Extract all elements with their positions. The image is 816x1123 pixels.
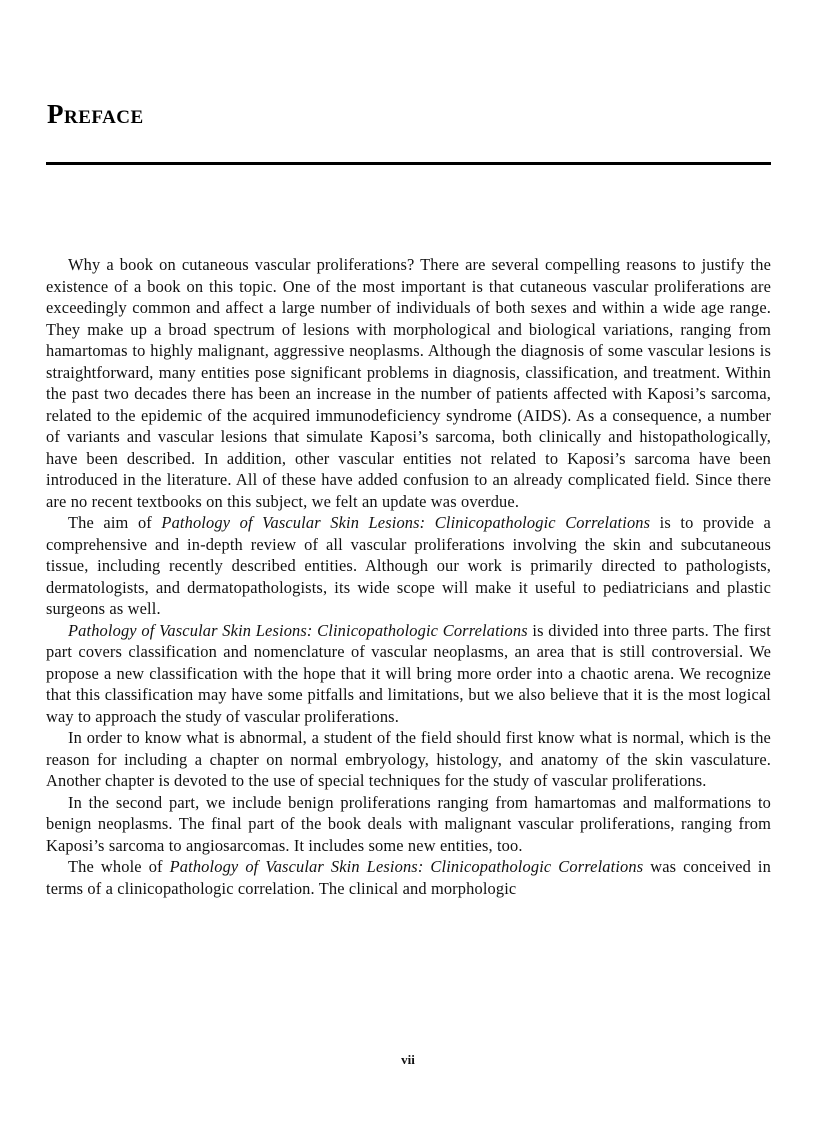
paragraph-aim	[46, 512, 771, 620]
paragraph-text: The aim of	[68, 513, 162, 532]
paragraph-second-part	[46, 792, 771, 857]
book-title-italic: Pathology of Vascular Skin Lesions: Clinicopathologic Correlations	[169, 857, 644, 876]
paragraph-structure	[46, 620, 771, 728]
paragraph-text: is divided into three parts. The first part covers classification and nomenclature of vascular neoplasms, an area that is still controversial. We propose a new classification with the hope that it will bring more order into a chaotic arena. We recognize that this classification may have some pitfalls and limitations, but we also believe that it is the most logical way to approach the study of vascular proliferations.	[46, 620, 771, 726]
paragraph-why-this-book	[46, 254, 771, 512]
preface-body	[46, 254, 771, 899]
paragraph-text: In the second part, we include benign proliferations ranging from hamartomas and malformations to benign neoplasms. The final part of the book deals with malignant vascular proliferations, ranging from Kaposi’s sarcoma to angiosarcomas. It includes some new entities, too.	[46, 792, 771, 855]
paragraph-text: In order to know what is abnormal, a student of the field should first know what is normal, which is the reason for including a chapter on normal embryology, histology, and anatomy of the skin vasculature. Another chapter is devoted to the use of special techniques for the study of vascular proliferations.	[46, 728, 771, 790]
paragraph-normal-anatomy	[46, 727, 771, 792]
page-number: vii	[401, 1052, 415, 1067]
title-divider	[46, 162, 771, 165]
paragraph-text: Why a book on cutaneous vascular proliferations? There are several compelling reasons to justify the existence of a book on this topic. One of the most important is that cutaneous vascular proliferations are exceedingly common and affect a large number of individuals of both sexes and within a wide age range. They make up a broad spectrum of lesions with morphological and biological variations, ranging from hamartomas to highly malignant, aggressive neoplasms. Although the diagnosis of some vascular lesions is straightforward, many entities pose significant problems in diagnosis, classification, and treatment. Within the past two decades there has been an increase in the number of patients affected with Kaposi’s sarcoma, related to the epidemic of the acquired immunodeficiency syndrome (AIDS). As a consequence, a number of variants and vascular lesions that simulate Kaposi’s sarcoma, both clinically and histopathologically, have been described. In addition, other vascular entities not related to Kaposi’s sarcoma have been introduced in the literature. All of these have added confusion to an already complicated field. Since there are no recent textbooks on this subject, we felt an update was overdue.	[46, 255, 771, 511]
book-title-italic: Pathology of Vascular Skin Lesions: Clinicopathologic Correlations	[68, 620, 528, 640]
book-title-italic: Pathology of Vascular Skin Lesions: Clinicopathologic Correlations	[161, 513, 651, 532]
paragraph-text: The whole of	[68, 857, 170, 876]
paragraph-conception	[46, 856, 771, 899]
page-title: Preface	[47, 99, 144, 129]
paragraph-text: is to provide a comprehensive and in-depth review of all vascular proliferations involving the skin and subcutaneous tissue, including recently described entities. Although our work is primarily directed to pathologists, dermatologists, and dermatopathologists, its wide scope will make it useful to pediatricians and plastic surgeons as well.	[46, 513, 771, 618]
paragraph-text: was conceived in terms of a clinicopathologic correlation. The clinical and morphologic	[46, 857, 771, 898]
